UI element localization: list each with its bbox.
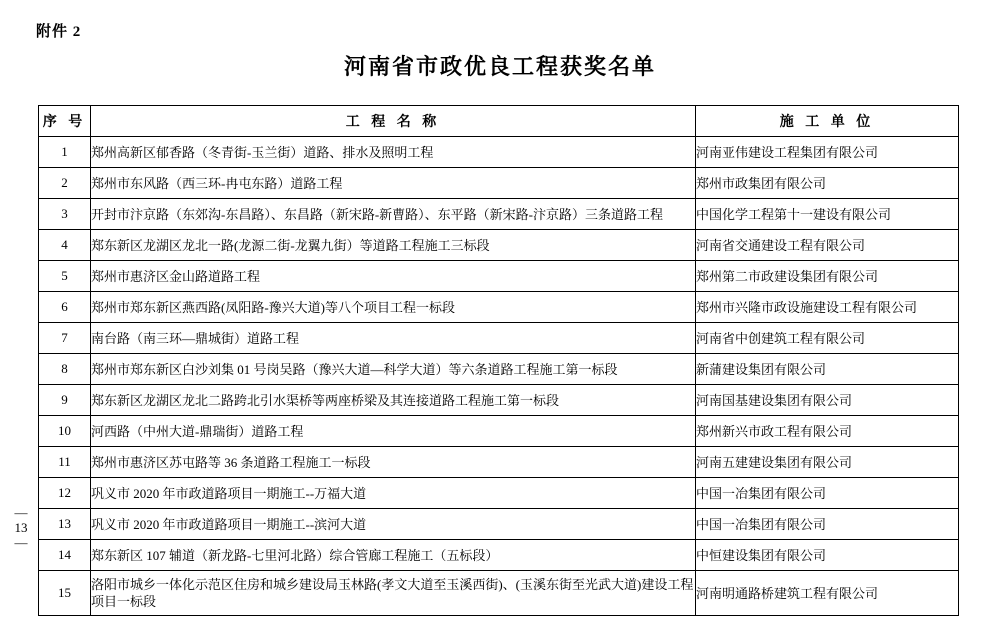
cell-contractor: 中国一冶集团有限公司 bbox=[696, 478, 959, 509]
cell-contractor: 中国一冶集团有限公司 bbox=[696, 509, 959, 540]
table-row bbox=[39, 261, 959, 292]
cell-project-name: 巩义市 2020 年市政道路项目一期施工--万福大道 bbox=[91, 478, 696, 509]
table-row bbox=[39, 478, 959, 509]
table-row bbox=[39, 199, 959, 230]
cell-project-name: 郑州市惠济区金山路道路工程 bbox=[91, 261, 696, 292]
table-row bbox=[39, 509, 959, 540]
cell-no: 14 bbox=[39, 540, 91, 571]
cell-project-name: 郑州市郑东新区燕西路(凤阳路-豫兴大道)等八个项目工程一标段 bbox=[91, 292, 696, 323]
cell-contractor: 河南国基建设集团有限公司 bbox=[696, 385, 959, 416]
cell-project-name: 南台路（南三环—鼎城街）道路工程 bbox=[91, 323, 696, 354]
table-row bbox=[39, 385, 959, 416]
cell-project-name: 洛阳市城乡一体化示范区住房和城乡建设局玉林路(孝文大道至玉溪西街)、(玉溪东街至光武大道)建设工程项目一标段 bbox=[91, 571, 696, 616]
cell-contractor: 河南省交通建设工程有限公司 bbox=[696, 230, 959, 261]
cell-project-name: 开封市汴京路（东郊沟-东昌路）、东昌路（新宋路-新曹路）、东平路（新宋路-汴京路）三条道路工程 bbox=[91, 199, 696, 230]
table-row bbox=[39, 354, 959, 385]
table-row bbox=[39, 571, 959, 616]
page-number-text: — 13 — bbox=[14, 505, 28, 550]
table-row bbox=[39, 137, 959, 168]
cell-no: 11 bbox=[39, 447, 91, 478]
cell-contractor: 郑州市政集团有限公司 bbox=[696, 168, 959, 199]
cell-contractor: 郑州新兴市政工程有限公司 bbox=[696, 416, 959, 447]
column-header-no: 序 号 bbox=[39, 106, 91, 137]
cell-project-name: 河西路（中州大道-鼎瑞街）道路工程 bbox=[91, 416, 696, 447]
cell-no: 15 bbox=[39, 571, 91, 616]
table-row bbox=[39, 323, 959, 354]
cell-contractor: 新蒲建设集团有限公司 bbox=[696, 354, 959, 385]
table-body bbox=[39, 137, 959, 616]
table-row bbox=[39, 230, 959, 261]
cell-project-name: 郑东新区龙湖区龙北二路跨北引水渠桥等两座桥梁及其连接道路工程施工第一标段 bbox=[91, 385, 696, 416]
cell-project-name: 郑州市东风路（西三环-冉屯东路）道路工程 bbox=[91, 168, 696, 199]
cell-project-name: 郑州市郑东新区白沙刘集 01 号岗吴路（豫兴大道—科学大道）等六条道路工程施工第一标段 bbox=[91, 354, 696, 385]
award-list-table bbox=[38, 105, 959, 616]
cell-no: 12 bbox=[39, 478, 91, 509]
cell-project-name: 巩义市 2020 年市政道路项目一期施工--滨河大道 bbox=[91, 509, 696, 540]
cell-contractor: 河南省中创建筑工程有限公司 bbox=[696, 323, 959, 354]
cell-contractor: 郑州第二市政建设集团有限公司 bbox=[696, 261, 959, 292]
cell-no: 2 bbox=[39, 168, 91, 199]
table-row bbox=[39, 292, 959, 323]
page-number bbox=[8, 505, 34, 550]
table-row bbox=[39, 168, 959, 199]
cell-project-name: 郑州市惠济区苏屯路等 36 条道路工程施工一标段 bbox=[91, 447, 696, 478]
cell-project-name: 郑州高新区郁香路（冬青街-玉兰街）道路、排水及照明工程 bbox=[91, 137, 696, 168]
cell-project-name: 郑东新区 107 辅道（新龙路-七里河北路）综合管廊工程施工（五标段） bbox=[91, 540, 696, 571]
cell-contractor: 中国化学工程第十一建设有限公司 bbox=[696, 199, 959, 230]
attachment-label: 附件 2 bbox=[36, 24, 82, 40]
table-header-row bbox=[39, 106, 959, 137]
cell-contractor: 河南亚伟建设工程集团有限公司 bbox=[696, 137, 959, 168]
cell-contractor: 中恒建设集团有限公司 bbox=[696, 540, 959, 571]
cell-project-name: 郑东新区龙湖区龙北一路(龙源二街-龙翼九街）等道路工程施工三标段 bbox=[91, 230, 696, 261]
cell-no: 8 bbox=[39, 354, 91, 385]
table-row bbox=[39, 540, 959, 571]
page-title: 河南省市政优良工程获奖名单 bbox=[343, 54, 656, 79]
cell-no: 6 bbox=[39, 292, 91, 323]
cell-no: 3 bbox=[39, 199, 91, 230]
cell-no: 4 bbox=[39, 230, 91, 261]
column-header-contractor: 施 工 单 位 bbox=[696, 106, 959, 137]
cell-no: 13 bbox=[39, 509, 91, 540]
cell-no: 1 bbox=[39, 137, 91, 168]
cell-no: 5 bbox=[39, 261, 91, 292]
column-header-project-name: 工 程 名 称 bbox=[91, 106, 696, 137]
cell-no: 9 bbox=[39, 385, 91, 416]
cell-contractor: 郑州市兴隆市政设施建设工程有限公司 bbox=[696, 292, 959, 323]
table-row bbox=[39, 416, 959, 447]
cell-contractor: 河南五建建设集团有限公司 bbox=[696, 447, 959, 478]
cell-no: 7 bbox=[39, 323, 91, 354]
table-row bbox=[39, 447, 959, 478]
cell-contractor: 河南明通路桥建筑工程有限公司 bbox=[696, 571, 959, 616]
cell-no: 10 bbox=[39, 416, 91, 447]
